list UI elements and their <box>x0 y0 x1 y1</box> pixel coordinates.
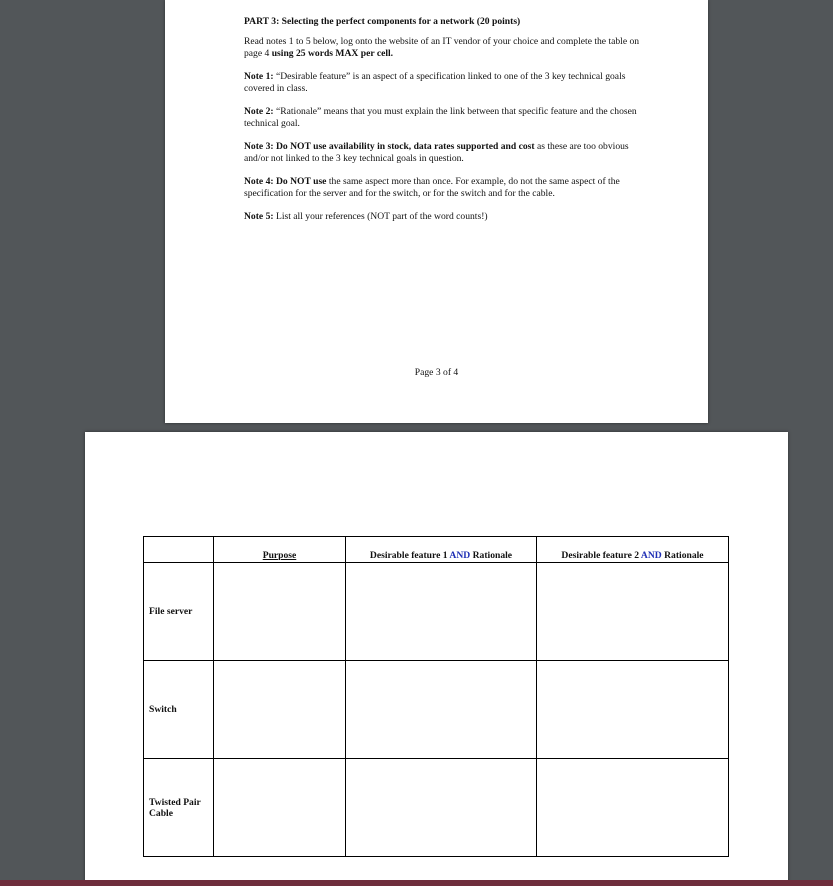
table-header-row <box>144 537 729 563</box>
header-purpose <box>214 537 346 563</box>
note-3-label: Note 3: <box>244 141 274 152</box>
table-row-switch <box>144 661 729 759</box>
note-4 <box>244 176 646 200</box>
cell-switch-feature-2[interactable] <box>537 661 729 759</box>
corner-header-cell <box>144 537 214 563</box>
cell-switch-purpose[interactable] <box>214 661 346 759</box>
document-page-4 <box>85 432 788 886</box>
row-label-file-server: File server <box>144 563 214 661</box>
feature-2-header-text: Desirable feature 2 <box>561 550 641 561</box>
components-table <box>143 536 729 857</box>
part-3-heading: PART 3: Selecting the perfect components for a network (20 points) <box>244 16 521 27</box>
instructions-paragraph <box>244 36 646 60</box>
cell-file-server-feature-2[interactable] <box>537 563 729 661</box>
feature-1-header-text: Desirable feature 1 <box>369 550 450 561</box>
note-2 <box>244 106 646 130</box>
header-desirable-feature-2 <box>537 537 729 563</box>
feature-1-rationale-text: Rationale <box>470 550 513 561</box>
table-row-twisted-pair-cable <box>144 759 729 857</box>
note-4-bold-text: Do NOT use <box>273 176 327 187</box>
cell-file-server-purpose[interactable] <box>214 563 346 661</box>
window-bottom-bar <box>0 880 833 886</box>
page-number: Page 3 of 4 <box>414 367 459 378</box>
purpose-header-label: Purpose <box>262 550 297 561</box>
cell-switch-feature-1[interactable] <box>346 661 537 759</box>
row-label-twisted-pair-cable: Twisted Pair Cable <box>144 759 214 857</box>
header-desirable-feature-1 <box>346 537 537 563</box>
document-page-3 <box>165 0 708 423</box>
page-3-content <box>244 16 646 234</box>
feature-2-and: AND <box>640 550 662 561</box>
note-5-text: List all your references (NOT part of the word counts!) <box>273 211 488 222</box>
note-3-text: as these are too obvious and/or not linked to the 3 key technical goals in question. <box>244 141 629 164</box>
cell-cable-purpose[interactable] <box>214 759 346 857</box>
feature-2-rationale-text: Rationale <box>661 550 704 561</box>
instructions-word-limit: using 25 words MAX per cell. <box>271 48 394 59</box>
note-5-label: Note 5: <box>244 211 274 222</box>
note-1 <box>244 71 646 95</box>
note-1-text: “Desirable feature” is an aspect of a specification linked to one of the 3 key technical goals covered in class. <box>244 71 626 94</box>
note-1-label: Note 1: <box>244 71 274 82</box>
row-label-switch: Switch <box>144 661 214 759</box>
table-row-file-server <box>144 563 729 661</box>
cell-cable-feature-2[interactable] <box>537 759 729 857</box>
instructions-text: Read notes 1 to 5 below, log onto the website of an IT vendor of your choice and complete the table on page 4 <box>244 36 640 59</box>
cell-cable-feature-1[interactable] <box>346 759 537 857</box>
cell-file-server-feature-1[interactable] <box>346 563 537 661</box>
note-3 <box>244 141 646 165</box>
note-4-text: the same aspect more than once. For example, do not the same aspect of the specification for the server and for the switch, or for the switch and for the cable. <box>244 176 620 199</box>
feature-1-and: AND <box>449 550 471 561</box>
note-5 <box>244 211 646 223</box>
note-4-label: Note 4: <box>244 176 274 187</box>
note-2-text: “Rationale” means that you must explain the link between that specific feature and the chosen technical goal. <box>244 106 637 129</box>
note-2-label: Note 2: <box>244 106 274 117</box>
note-3-bold-text: Do NOT use availability in stock, data rates supported and cost <box>273 141 535 152</box>
